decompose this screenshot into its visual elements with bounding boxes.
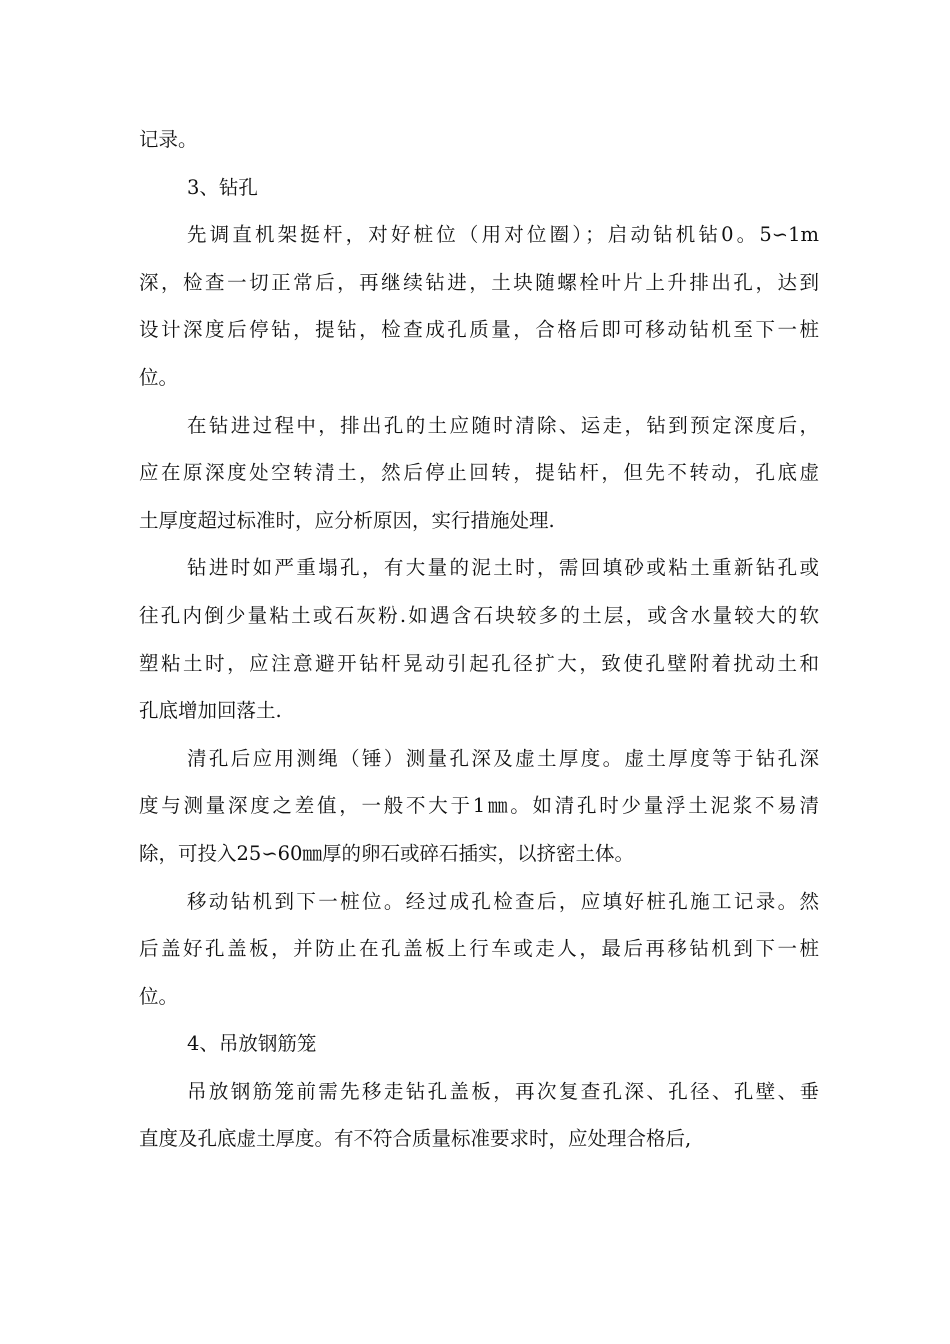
text-line: 除，可投入25∽60㎜厚的卵石或碎石插实，以挤密土体。	[139, 841, 634, 865]
text-line: 土厚度超过标准时，应分析原因，实行措施处理.	[139, 508, 555, 532]
text-line: 吊放钢筋笼前需先移走钻孔盖板，再次复查孔深、孔径、孔壁、垂	[187, 1079, 819, 1103]
text-line: 在钻进过程中，排出孔的土应随时清除、运走，钻到预定深度后，	[187, 413, 819, 437]
text-line: 钻进时如严重塌孔，有大量的泥土时，需回填砂或粘土重新钻孔或	[187, 556, 819, 580]
text-line: 设计深度后停钻，提钻，检查成孔质量，合格后即可移动钻机至下一桩	[139, 318, 819, 342]
text-line: 记录。	[139, 128, 198, 151]
text-line: 位。	[139, 984, 179, 1008]
text-line: 直度及孔底虚土厚度。有不符合质量标准要求时，应处理合格后,	[139, 1127, 692, 1151]
text-line: 应在原深度处空转清土，然后停止回转，提钻杆，但先不转动，孔底虚	[139, 461, 819, 485]
text-line: 塑粘土时，应注意避开钻杆晃动引起孔径扩大，致使孔壁附着扰动土和	[139, 651, 819, 675]
text-line: 清孔后应用测绳（锤）测量孔深及虚土厚度。虚土厚度等于钻孔深	[187, 746, 819, 770]
text-line: 往孔内倒少量粘土或石灰粉.如遇含石块较多的土层，或含水量较大的软	[139, 603, 819, 627]
text-line: 4、吊放钢筋笼	[187, 1032, 317, 1056]
text-line: 度与测量深度之差值，一般不大于1㎜。如清孔时少量浮土泥浆不易清	[139, 794, 819, 818]
text-line: 先调直机架挺杆，对好桩位（用对位圈）；启动钻机钻0。5∽1m	[187, 223, 819, 247]
text-line: 后盖好孔盖板，并防止在孔盖板上行车或走人，最后再移钻机到下一桩	[139, 937, 819, 961]
text-line: 深，检查一切正常后，再继续钻进，土块随螺栓叶片上升排出孔，达到	[139, 270, 819, 294]
text-line: 3、钻孔	[187, 175, 258, 199]
text-line: 位。	[139, 365, 179, 389]
document-body	[139, 116, 819, 1163]
text-line: 移动钻机到下一桩位。经过成孔检查后，应填好桩孔施工记录。然	[187, 889, 819, 913]
text-line: 孔底增加回落土.	[139, 699, 282, 723]
